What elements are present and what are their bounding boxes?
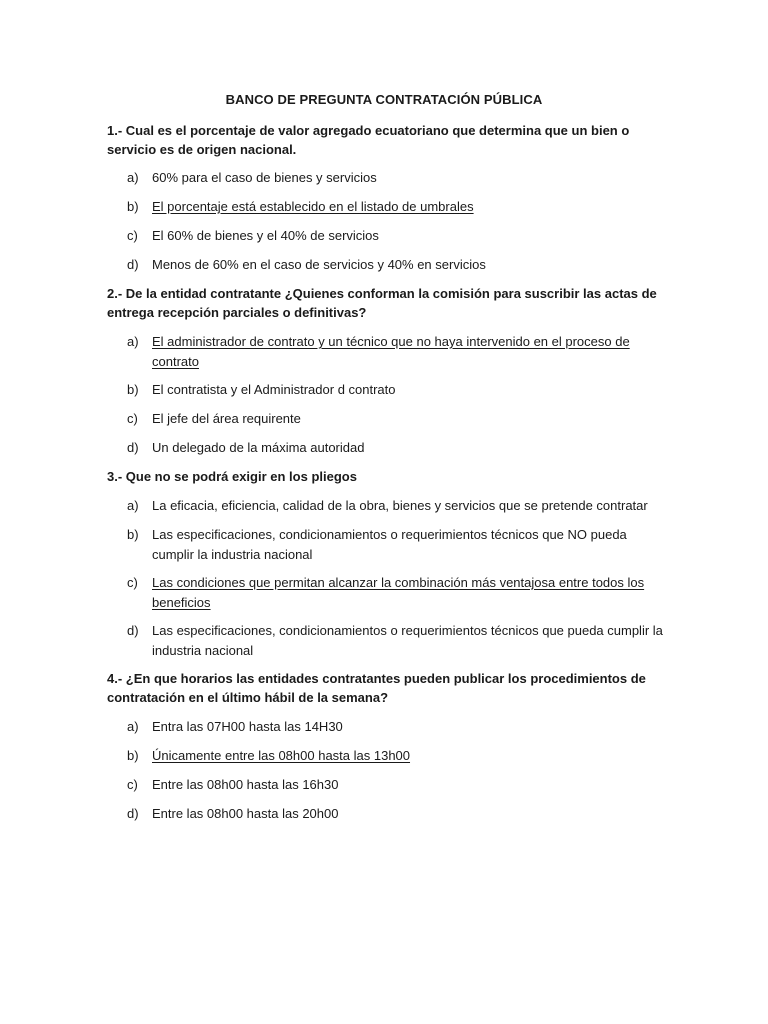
question-4-option-c <box>127 775 667 795</box>
question-1: 1.- Cual es el porcentaje de valor agregado ecuatoriano que determina que un bien o servicio es de origen nacional. <box>107 123 630 157</box>
option-text: Las especificaciones, condicionamientos o requerimientos técnicos que NO pueda cumplir la industria nacional <box>152 527 627 562</box>
option-letter: a) <box>127 498 139 513</box>
question-3: 3.- Que no se podrá exigir en los pliegos <box>107 469 357 484</box>
document-title: BANCO DE PREGUNTA CONTRATACIÓN PÚBLICA <box>225 92 543 107</box>
question-2-option-c <box>127 409 667 429</box>
option-letter: d) <box>127 806 139 821</box>
option-text: Entra las 07H00 hasta las 14H30 <box>152 719 343 734</box>
option-text-correct: El porcentaje está establecido en el listado de umbrales <box>152 199 474 214</box>
question-3-option-c <box>127 573 667 612</box>
question-3-option-d <box>127 621 667 660</box>
question-4-option-d <box>127 804 667 824</box>
question-1-option-a <box>127 168 667 188</box>
option-letter: a) <box>127 719 139 734</box>
option-letter: c) <box>127 777 138 792</box>
option-text: Un delegado de la máxima autoridad <box>152 440 365 455</box>
option-letter: b) <box>127 748 139 763</box>
option-letter: d) <box>127 623 139 638</box>
question-4: 4.- ¿En que horarios las entidades contratantes pueden publicar los procedimientos de contratación en el último hábil de la semana? <box>107 671 646 705</box>
question-1-option-d <box>127 255 667 275</box>
option-text: El 60% de bienes y el 40% de servicios <box>152 228 379 243</box>
question-3-option-b <box>127 525 667 564</box>
question-2-option-b <box>127 380 667 400</box>
question-2-option-d <box>127 438 667 458</box>
option-text: 60% para el caso de bienes y servicios <box>152 170 377 185</box>
option-text-correct: Las condiciones que permitan alcanzar la combinación más ventajosa entre todos los beneficios <box>152 575 645 610</box>
question-2: 2.- De la entidad contratante ¿Quienes conforman la comisión para suscribir las actas de entrega recepción parciales o definitivas? <box>107 286 657 320</box>
option-text: El jefe del área requirente <box>152 411 301 426</box>
option-text: La eficacia, eficiencia, calidad de la obra, bienes y servicios que se pretende contratar <box>152 498 648 513</box>
question-1-option-c <box>127 226 667 246</box>
option-text: El contratista y el Administrador d contrato <box>152 382 396 397</box>
option-letter: b) <box>127 199 139 214</box>
question-3-option-a <box>127 496 667 516</box>
option-letter: d) <box>127 257 139 272</box>
option-text: Menos de 60% en el caso de servicios y 40% en servicios <box>152 257 486 272</box>
option-letter: b) <box>127 527 139 542</box>
option-letter: c) <box>127 228 138 243</box>
option-text: Las especificaciones, condicionamientos o requerimientos técnicos que pueda cumplir la industria nacional <box>152 623 663 658</box>
option-letter: c) <box>127 411 138 426</box>
option-letter: c) <box>127 575 138 590</box>
option-text-correct: Únicamente entre las 08h00 hasta las 13h00 <box>152 748 411 763</box>
option-text: Entre las 08h00 hasta las 16h30 <box>152 777 339 792</box>
question-2-option-a <box>127 332 667 371</box>
option-letter: d) <box>127 440 139 455</box>
option-letter: b) <box>127 382 139 397</box>
option-letter: a) <box>127 170 139 185</box>
option-letter: a) <box>127 334 139 349</box>
question-4-option-b <box>127 746 667 766</box>
question-4-option-a <box>127 717 667 737</box>
question-1-option-b <box>127 197 667 217</box>
option-text-correct: El administrador de contrato y un técnico que no haya intervenido en el proceso de contrato <box>152 334 630 369</box>
option-text: Entre las 08h00 hasta las 20h00 <box>152 806 339 821</box>
